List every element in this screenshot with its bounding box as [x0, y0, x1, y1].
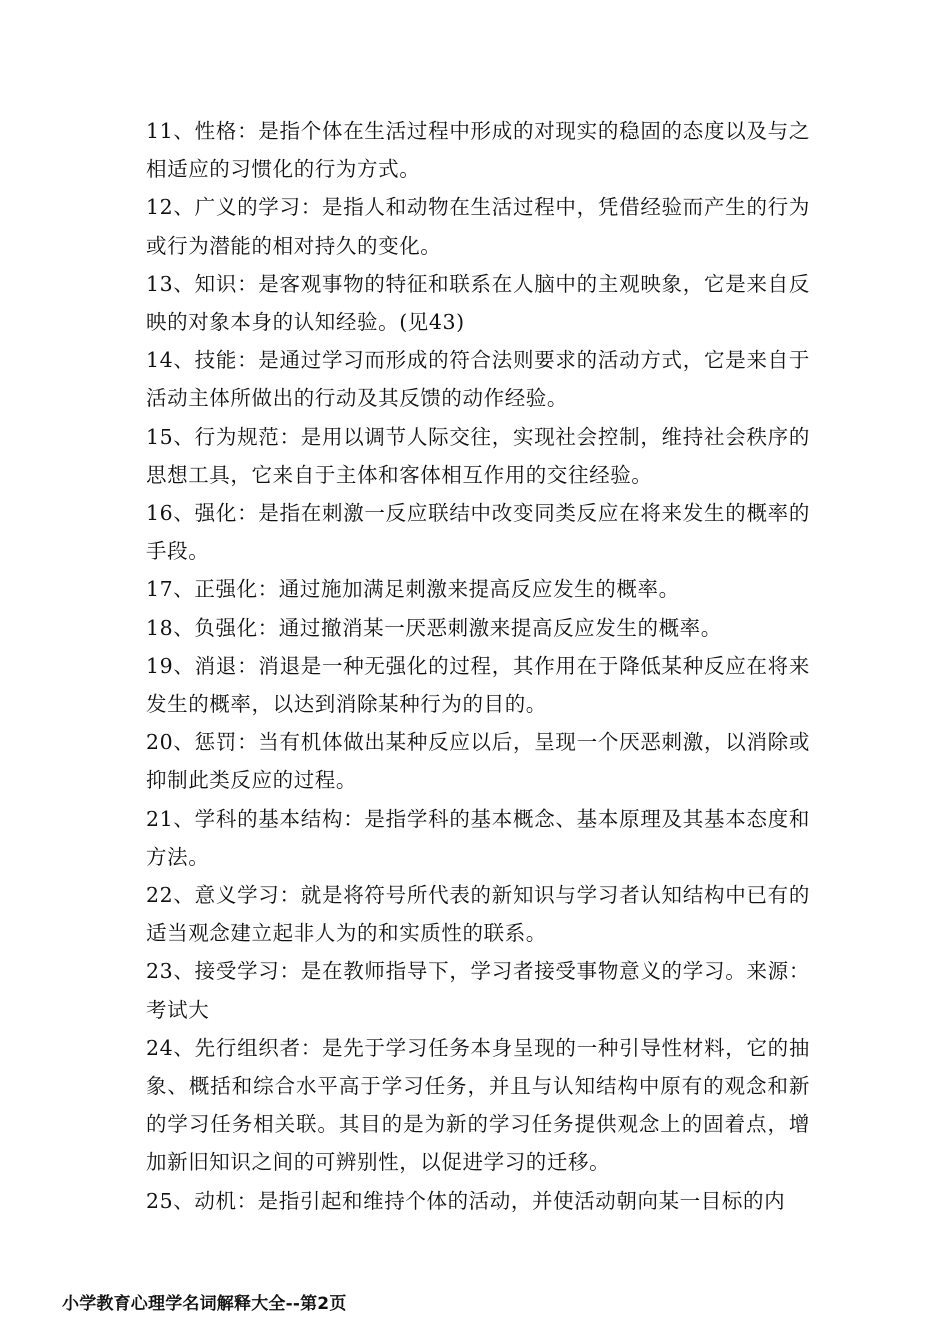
definition-entry-23: 23、接受学习：是在教师指导下，学习者接受事物意义的学习。来源：考试大 [146, 959, 810, 1022]
definition-entry-20: 20、惩罚：当有机体做出某种反应以后，呈现一个厌恶刺激，以消除或抑制此类反应的过程。 [146, 730, 810, 793]
definition-entry-17: 17、正强化：通过施加满足刺激来提高反应发生的概率。 [146, 577, 680, 602]
definition-entry-16: 16、强化：是指在刺激一反应联结中改变同类反应在将来发生的概率的手段。 [146, 501, 810, 564]
definition-entry-11: 11、性格：是指个体在生活过程中形成的对现实的稳固的态度以及与之相适应的习惯化的行为方式。 [146, 119, 810, 182]
definition-entry-18: 18、负强化：通过撤消某一厌恶刺激来提高反应发生的概率。 [146, 615, 722, 640]
document-body [146, 112, 810, 1220]
definition-entry-24: 24、先行组织者：是先于学习任务本身呈现的一种引导性材料，它的抽象、概括和综合水平高于学习任务，并且与认知结构中原有的观念和新的学习任务相关联。其目的是为新的学习任务提供观念上的固着点，增加新旧知识之间的可辨别性，以促进学习的迁移。 [146, 1035, 810, 1175]
definition-entry-15: 15、行为规范：是用以调节人际交往，实现社会控制，维持社会秩序的思想工具，它来自于主体和客体相互作用的交往经验。 [146, 424, 810, 487]
definition-entry-13: 13、知识：是客观事物的特征和联系在人脑中的主观映象，它是来自反映的对象本身的认知经验。(见43) [146, 271, 810, 335]
definition-entry-19: 19、消退：消退是一种无强化的过程，其作用在于降低某种反应在将来发生的概率，以达到消除某种行为的目的。 [146, 653, 810, 717]
page-footer: 小学教育心理学名词解释大全--第2页 [62, 1294, 347, 1314]
definition-entry-21: 21、学科的基本结构：是指学科的基本概念、基本原理及其基本态度和方法。 [146, 806, 810, 869]
definition-entry-25: 25、动机：是指引起和维持个体的活动，并使活动朝向某一目标的内 [146, 1188, 786, 1213]
definition-entry-14: 14、技能：是通过学习而形成的符合法则要求的活动方式，它是来自于活动主体所做出的行动及其反馈的动作经验。 [146, 348, 810, 411]
definition-entry-12: 12、广义的学习：是指人和动物在生活过程中，凭借经验而产生的行为或行为潜能的相对持久的变化。 [146, 195, 810, 258]
definition-entry-22: 22、意义学习：就是将符号所代表的新知识与学习者认知结构中已有的适当观念建立起非人为的和实质性的联系。 [146, 883, 810, 946]
